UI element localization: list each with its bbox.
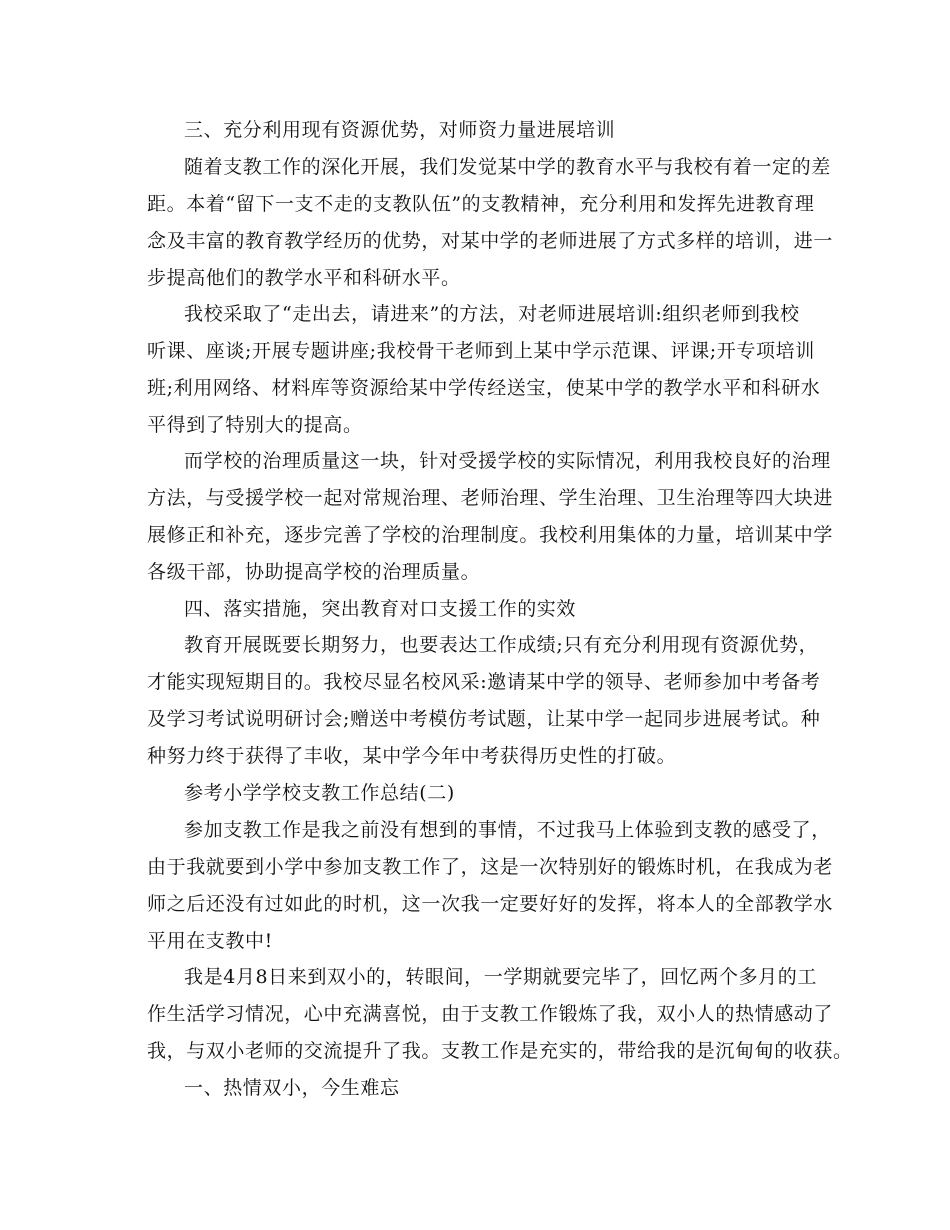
text-line: 听课、座谈;开展专题讲座;我校骨干老师到上某中学示范课、评课;开专项培训 <box>147 340 815 362</box>
text-line: 步提高他们的教学水平和科研水平。 <box>147 267 461 289</box>
text-line: 我是4月8日来到双小的，转眼间，一学期就要完毕了，回忆两个多月的工 <box>184 966 817 988</box>
text-line: 随着支教工作的深化开展，我们发觉某中学的教育水平与我校有着一定的差 <box>184 156 831 178</box>
text-line: 我校采取了“走出去，请进来”的方法，对老师进展培训:组织老师到我校 <box>184 303 800 325</box>
section-heading-3: 三、充分利用现有资源优势，对师资力量进展培训 <box>184 119 616 141</box>
text-line: 距。本着“留下一支不走的支教队伍”的支教精神，充分利用和发挥先进教育理 <box>147 193 815 215</box>
text-line: 平用在支教中! <box>147 930 273 952</box>
text-line: 种努力终于获得了丰收，某中学今年中考获得历史性的打破。 <box>147 745 677 767</box>
text-line: 班;利用网络、材料库等资源给某中学传经送宝，使某中学的教学水平和科研水 <box>147 377 821 399</box>
text-line: 由于我就要到小学中参加支教工作了，这是一次特别好的锻炼时机，在我成为老 <box>147 856 834 878</box>
section-heading-1: 一、热情双小，今生难忘 <box>184 1077 400 1099</box>
document-title-2: 参考小学学校支教工作总结(二) <box>184 782 455 804</box>
text-line: 展修正和补充，逐步完善了学校的治理制度。我校利用集体的力量，培训某中学 <box>147 524 834 546</box>
text-line: 师之后还没有过如此的时机，这一次我一定要好好的发挥，将本人的全部教学水 <box>147 893 834 915</box>
text-line: 及学习考试说明研讨会;赠送中考模仿考试题，让某中学一起同步进展考试。种 <box>147 708 821 730</box>
text-line: 各级干部，协助提高学校的治理质量。 <box>147 561 481 583</box>
section-heading-4: 四、落实措施，突出教育对口支援工作的实效 <box>184 598 577 620</box>
text-line: 作生活学习情况，心中充满喜悦，由于支教工作锻炼了我，双小人的热情感动了 <box>147 1003 834 1025</box>
text-line: 念及丰富的教育教学经历的优势，对某中学的老师进展了方式多样的培训，进一 <box>147 230 834 252</box>
text-line: 我，与双小老师的交流提升了我。支教工作是充实的，带给我的是沉甸甸的收获。 <box>147 1040 853 1062</box>
text-line: 参加支教工作是我之前没有想到的事情，不过我马上体验到支教的感受了， <box>184 819 831 841</box>
text-line: 方法，与受援学校一起对常规治理、老师治理、学生治理、卫生治理等四大块进 <box>147 487 834 509</box>
text-line: 而学校的治理质量这一块，针对受援学校的实际情况，利用我校良好的治理 <box>184 450 831 472</box>
text-line: 平得到了特别大的提高。 <box>147 414 363 436</box>
text-line: 才能实现短期目的。我校尽显名校风采:邀请某中学的领导、老师参加中考备考 <box>147 671 821 693</box>
text-line: 教育开展既要长期努力，也要表达工作成绩;只有充分利用现有资源优势， <box>184 634 819 656</box>
